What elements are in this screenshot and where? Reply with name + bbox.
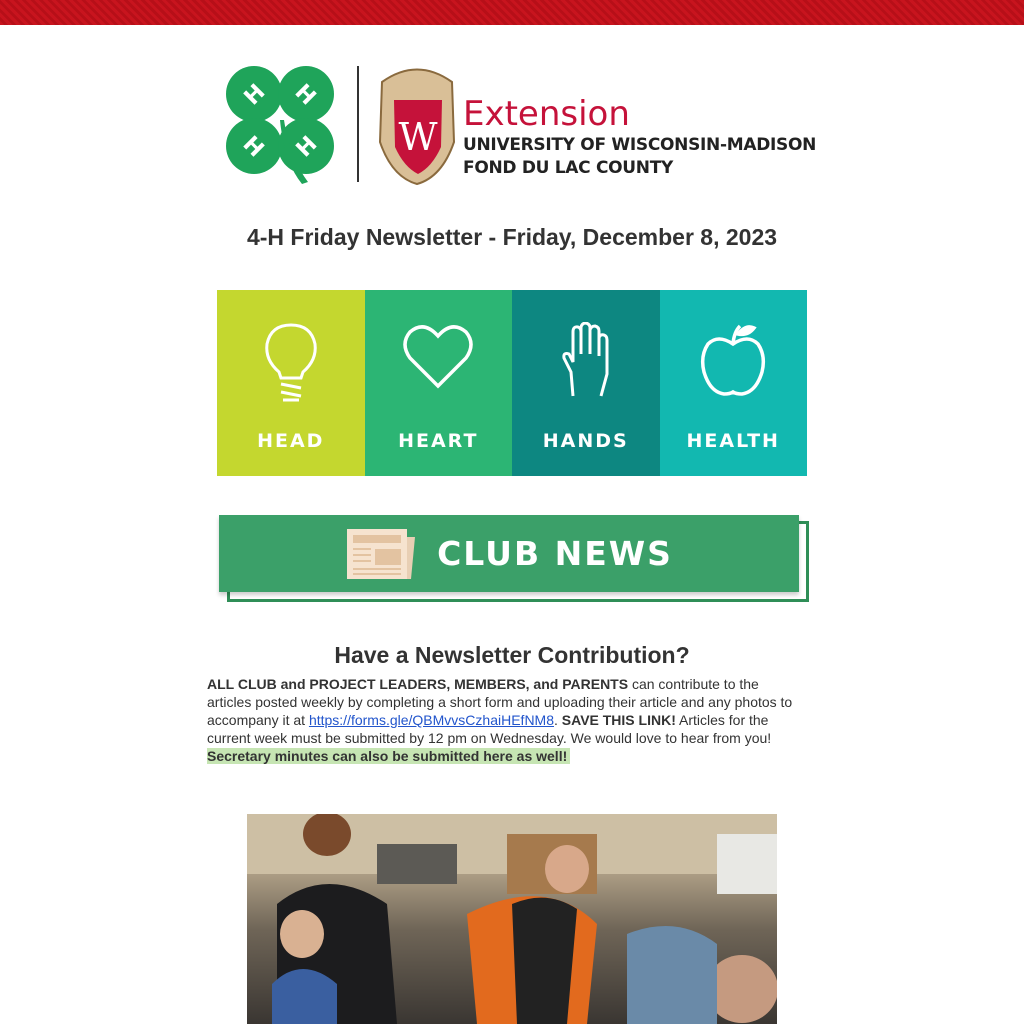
pillar-health: HEALTH bbox=[660, 290, 808, 476]
pillar-head: HEAD bbox=[217, 290, 365, 476]
extension-wordmark: Extension bbox=[463, 94, 630, 134]
apple-icon bbox=[700, 322, 766, 398]
club-news-banner bbox=[219, 515, 809, 602]
county-name: FOND DU LAC COUNTY bbox=[463, 158, 674, 178]
svg-text:H: H bbox=[239, 79, 271, 111]
contribution-heading: Have a Newsletter Contribution? bbox=[334, 642, 690, 668]
club-news-label: CLUB NEWS bbox=[437, 534, 673, 573]
svg-text:W: W bbox=[398, 115, 438, 159]
svg-text:H: H bbox=[291, 131, 323, 163]
pillar-hands: HANDS bbox=[512, 290, 660, 476]
form-link[interactable]: https://forms.gle/QBMvvsCzhaiHEfNM8 bbox=[308, 712, 554, 728]
contribution-paragraph: ALL CLUB and PROJECT LEADERS, MEMBERS, and PARENTS can contribute to the articles posted weekly by completing a short form and uploading their article and any photos to accompany it at https://forms.gle/QBMvvsCzhaiHEfNM8. SAVE THIS LINK! Articles for the current week must be submitted by 12 pm on Wednesday. We would love to hear from you! Secretary minutes can also be submitted here as well! bbox=[207, 676, 793, 764]
pillar-heart: HEART bbox=[365, 290, 513, 476]
secretary-minutes-highlight: Secretary minutes can also be submitted here as well! bbox=[207, 748, 570, 764]
club-meeting-photo bbox=[247, 814, 777, 1024]
heart-icon bbox=[402, 322, 474, 392]
newsletter-title: 4-H Friday Newsletter - Friday, December 8, 2023 bbox=[246, 224, 778, 250]
four-h-pillars-banner bbox=[217, 290, 807, 476]
svg-text:H: H bbox=[289, 79, 321, 111]
newspaper-icon bbox=[345, 527, 417, 581]
hand-icon bbox=[561, 322, 611, 398]
lightbulb-icon bbox=[261, 322, 321, 402]
university-name: UNIVERSITY OF WISCONSIN-MADISON bbox=[463, 135, 817, 155]
top-bar bbox=[0, 0, 1024, 25]
svg-text:H: H bbox=[237, 131, 269, 163]
